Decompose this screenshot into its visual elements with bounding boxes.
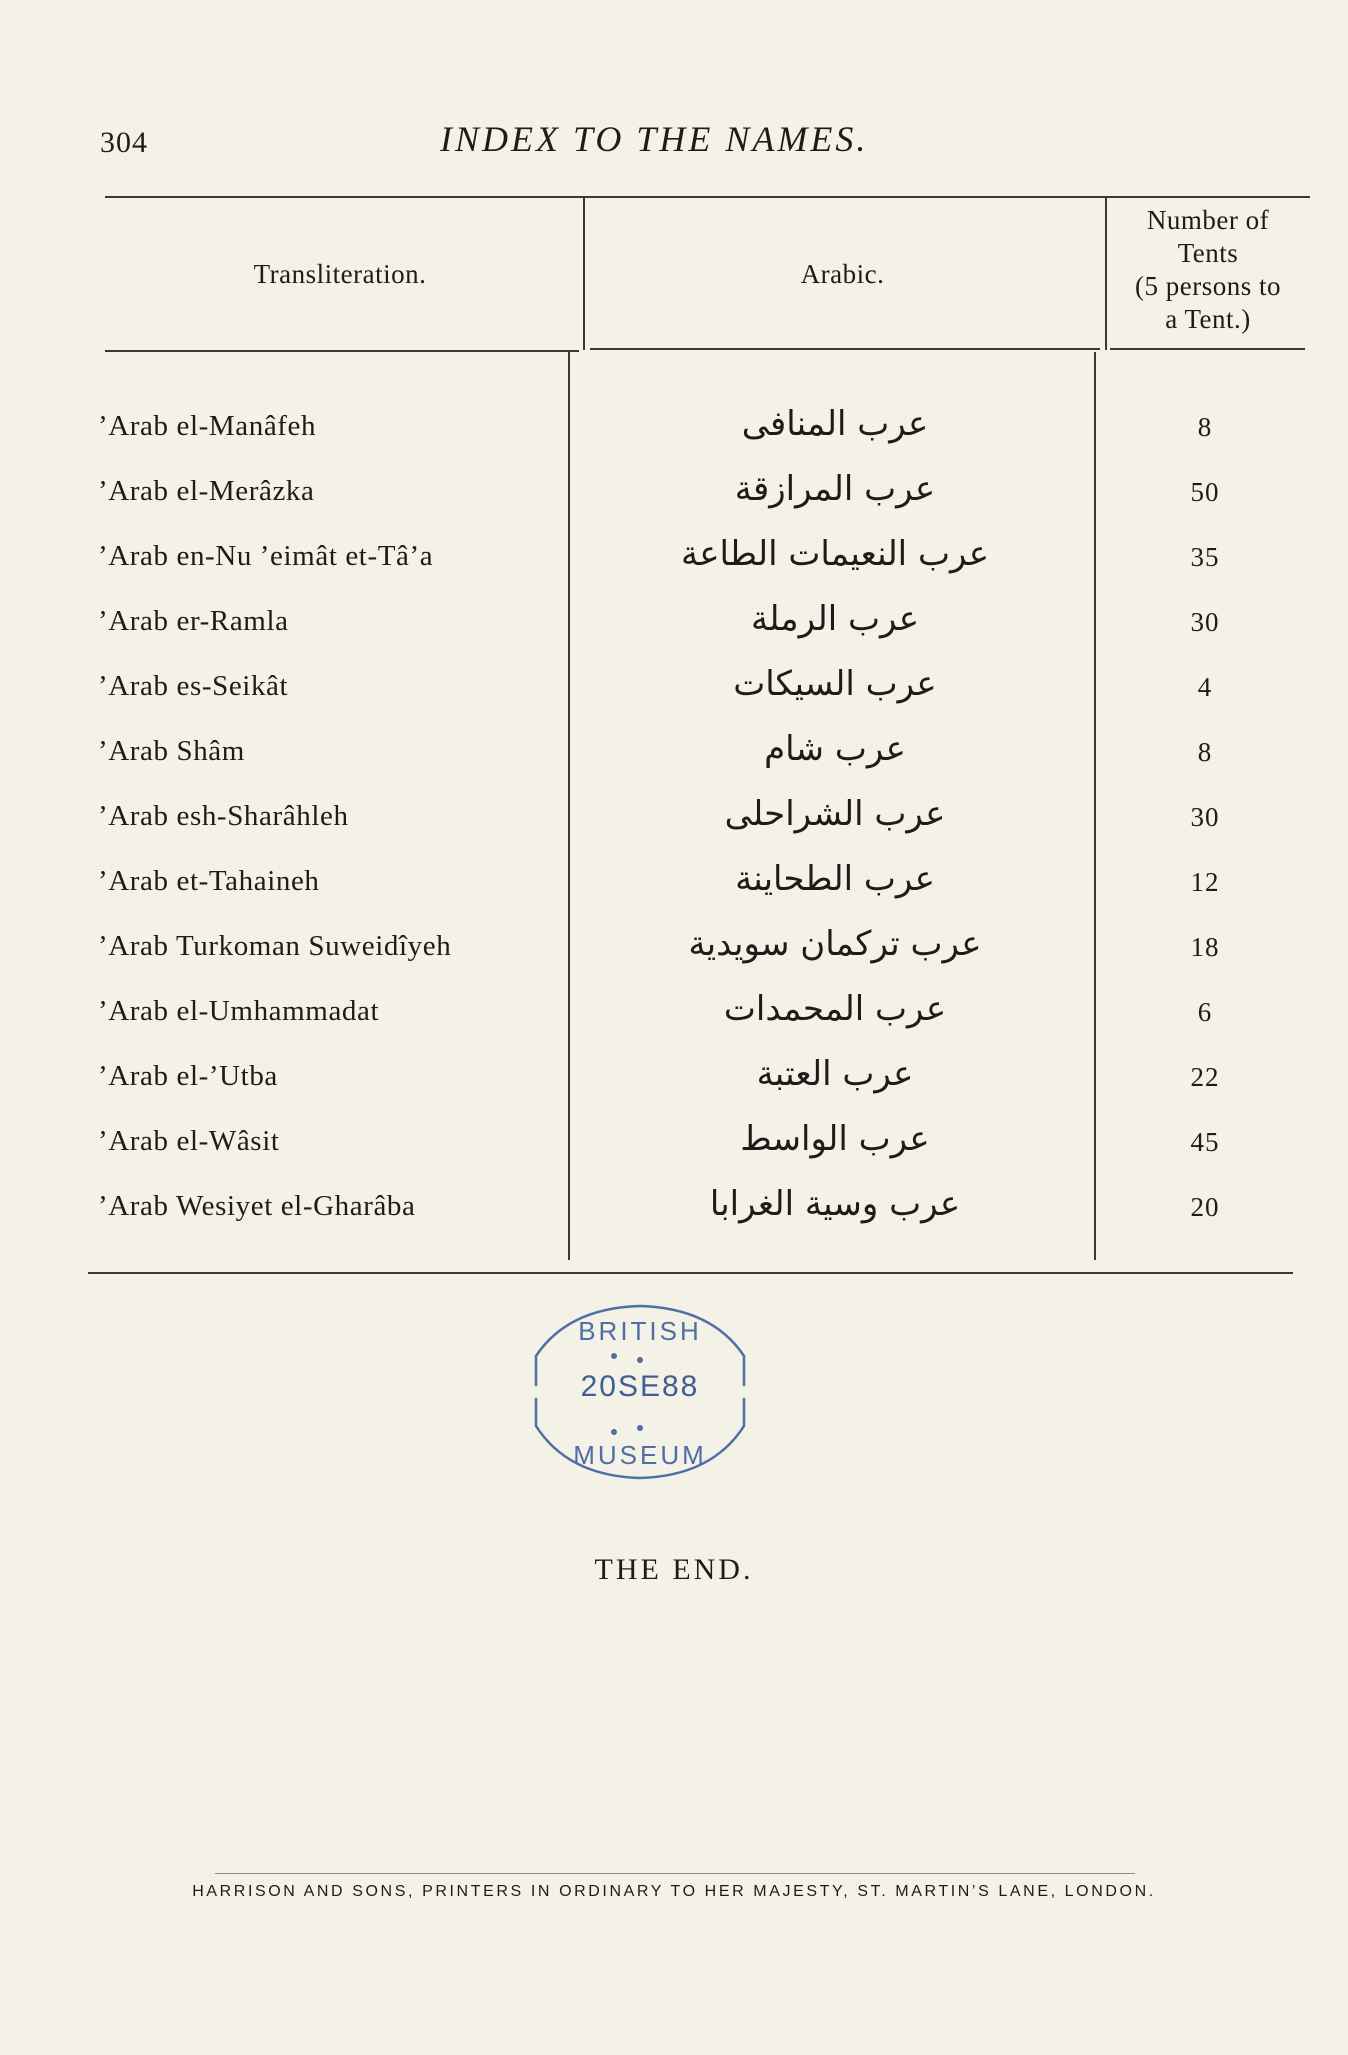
column-header-arabic: Arabic.: [800, 259, 885, 289]
table-row: [0, 859, 1348, 924]
tents-cell: 30: [1190, 607, 1220, 637]
transliteration-cell: ’Arab es-Seikât: [98, 670, 289, 702]
table-row: [0, 794, 1348, 859]
tents-cell: 45: [1190, 1127, 1220, 1157]
table-row: [0, 729, 1348, 794]
column-divider-2: [1105, 197, 1107, 350]
tents-cell: 50: [1190, 477, 1220, 507]
svg-text:BRITISH: BRITISH: [578, 1316, 702, 1346]
arabic-cell: عرب السيكات: [733, 664, 937, 704]
tents-cell: 18: [1190, 932, 1220, 962]
transliteration-cell: ’Arab el-’Utba: [98, 1060, 278, 1092]
column-header-transliteration: Transliteration.: [253, 259, 427, 289]
svg-text:MUSEUM: MUSEUM: [573, 1440, 707, 1470]
arabic-cell: عرب العتبة: [756, 1054, 914, 1094]
tents-cell: 22: [1190, 1062, 1220, 1092]
transliteration-cell: ’Arab el-Merâzka: [98, 475, 315, 507]
header-rule-left: [105, 350, 579, 352]
tents-cell: 8: [1197, 412, 1213, 442]
the-end: THE END.: [594, 1553, 754, 1586]
table-row: [0, 1184, 1348, 1249]
table-row: [0, 534, 1348, 599]
arabic-cell: عرب المنافى: [741, 404, 929, 444]
header-rule-middle: [590, 348, 1100, 350]
table-row: [0, 989, 1348, 1054]
table-row: [0, 404, 1348, 469]
table-row: [0, 664, 1348, 729]
transliteration-cell: ’Arab Shâm: [98, 735, 245, 767]
transliteration-cell: ’Arab esh-Sharâhleh: [98, 800, 349, 832]
printer-imprint: HARRISON AND SONS, PRINTERS IN ORDINARY TO HER MAJESTY, ST. MARTIN’S LANE, LONDON.: [192, 1883, 1156, 1900]
transliteration-cell: ’Arab Wesiyet el-Gharâba: [98, 1190, 416, 1222]
tents-cell: 6: [1197, 997, 1213, 1027]
arabic-cell: عرب وسية الغرابا: [709, 1184, 961, 1224]
tents-header-line: Tents: [1177, 238, 1239, 268]
tents-cell: 12: [1190, 867, 1220, 897]
tents-cell: 8: [1197, 737, 1213, 767]
tents-cell: 30: [1190, 802, 1220, 832]
tents-header-line: (5 persons to: [1135, 271, 1281, 301]
museum-stamp: [528, 1298, 752, 1486]
page-title: INDEX TO THE NAMES.: [440, 119, 869, 159]
table-row: [0, 1119, 1348, 1184]
tents-header-line: a Tent.): [1165, 304, 1251, 334]
transliteration-cell: ’Arab el-Wâsit: [98, 1125, 280, 1157]
transliteration-cell: ’Arab el-Manâfeh: [98, 410, 317, 442]
arabic-cell: عرب الطحاينة: [735, 859, 935, 899]
table-body: [0, 404, 1348, 1249]
arabic-cell: عرب الرملة: [750, 599, 920, 639]
transliteration-cell: ’Arab er-Ramla: [98, 605, 289, 637]
arabic-cell: عرب المرازقة: [734, 469, 936, 509]
header-rule-right: [1110, 348, 1305, 350]
table-bottom-rule: [88, 1272, 1293, 1274]
column-divider-1: [583, 197, 585, 350]
arabic-cell: عرب شام: [764, 729, 906, 769]
transliteration-cell: ’Arab el-Umhammadat: [98, 995, 380, 1027]
table-row: [0, 599, 1348, 664]
arabic-cell: عرب الواسط: [740, 1119, 930, 1159]
column-header-tents: [1108, 204, 1308, 336]
table-row: [0, 924, 1348, 989]
table-top-rule: [105, 196, 1310, 198]
arabic-cell: عرب المحمدات: [723, 989, 947, 1029]
arabic-cell: عرب الشراحلى: [724, 794, 946, 834]
running-head: [100, 118, 1300, 168]
tents-cell: 4: [1197, 672, 1213, 702]
footer-rule: [215, 1873, 1135, 1874]
page-number: 304: [100, 126, 148, 159]
table-row: [0, 1054, 1348, 1119]
arabic-cell: عرب النعيمات الطاعة: [681, 534, 989, 574]
transliteration-cell: ’Arab et-Tahaineh: [98, 865, 320, 897]
tents-header-line: Number of: [1146, 205, 1270, 235]
transliteration-cell: ’Arab Turkoman Suweidîyeh: [98, 930, 452, 962]
table-row: [0, 469, 1348, 534]
transliteration-cell: ’Arab en-Nu ’eimât et-Tâ’a: [98, 540, 434, 572]
arabic-cell: عرب تركمان سويدية: [688, 924, 982, 964]
tents-cell: 35: [1190, 542, 1220, 572]
stamp-date: 20SE88: [580, 1370, 700, 1403]
tents-cell: 20: [1190, 1192, 1220, 1222]
